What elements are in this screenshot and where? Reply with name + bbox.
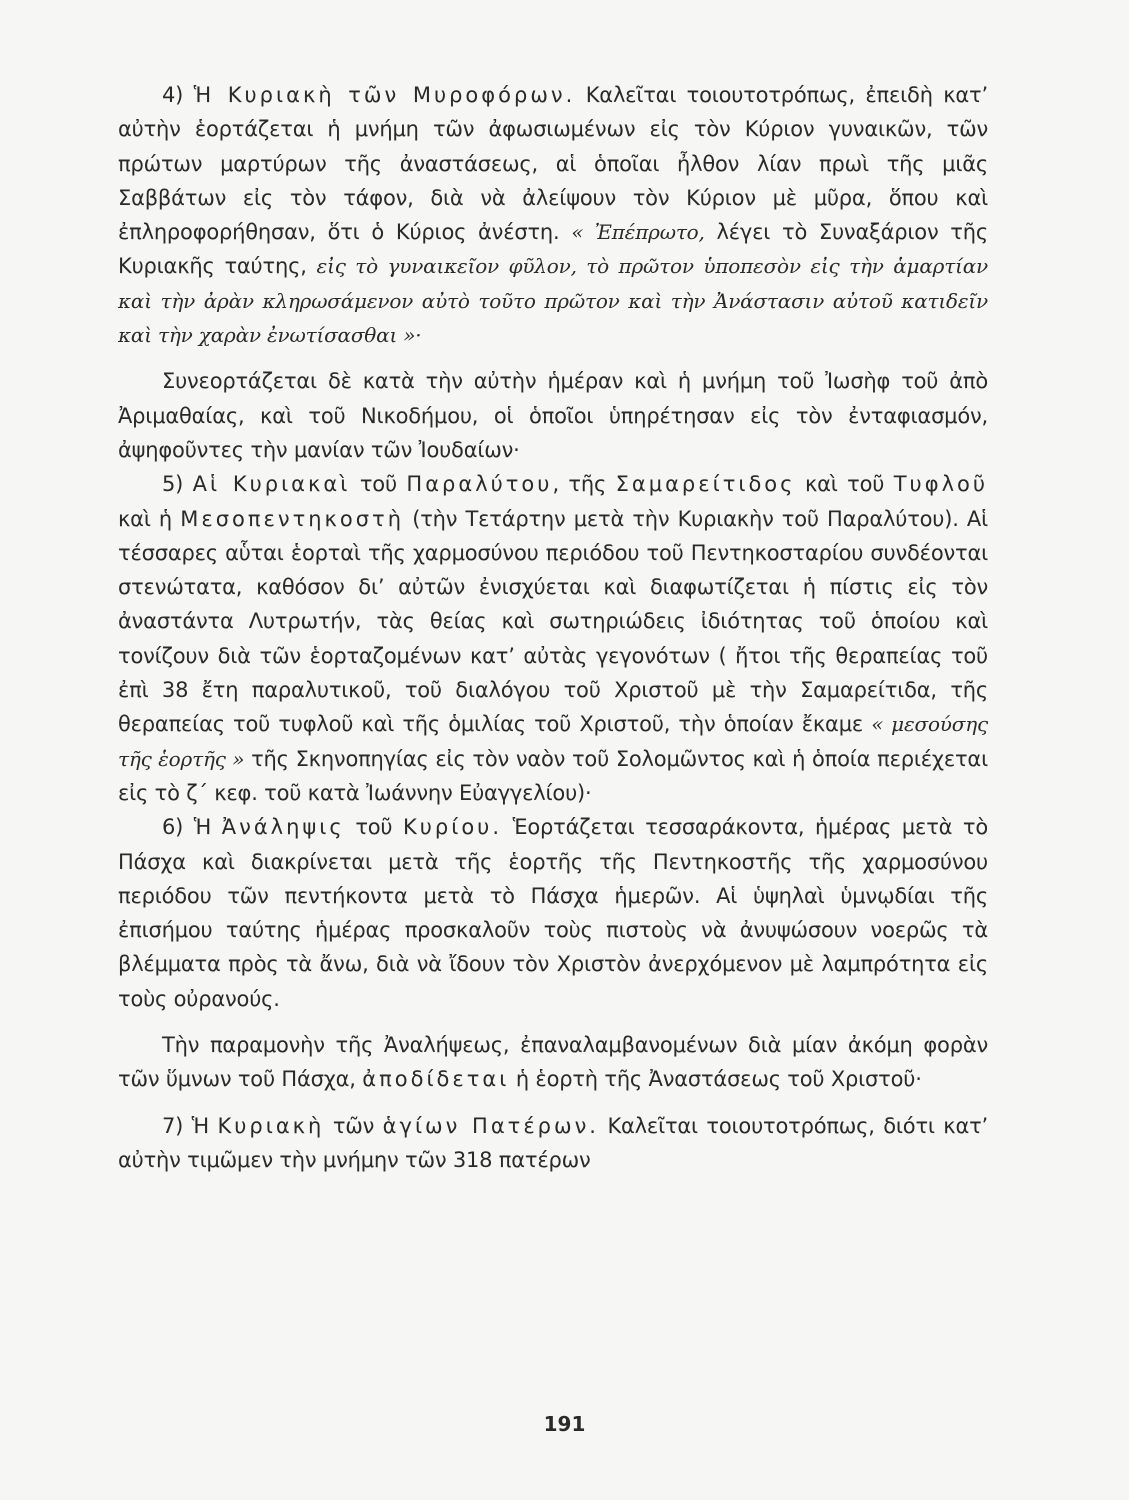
quote-text: εἰς τὸ γυναικεῖον φῦλον, τὸ πρῶτον ὑποπεσὸν εἰς τὴν ἁμαρτίαν καὶ τὴν ἀρὰν κληρωσάμενον αὐτὸ τοῦτο πρῶτον καὶ τὴν Ἀνάστασιν αὐτοῦ κατιδεῖν καὶ τὴν χαρὰν ἐνωτίσασθαι »·	[118, 254, 988, 348]
item-title: Τυφλοῦ	[893, 472, 988, 497]
item-number: 4)	[162, 83, 194, 107]
paragraph-text: (τὴν Τετάρτην μετὰ τὴν Κυριακὴν τοῦ Παραλύτου). Αἱ τέσσαρες αὗται ἑορταὶ τῆς χαρμοσύνου περιόδου τοῦ Πεντηκοσταρίου συνδέονται στενώτατα, καθόσον δι’ αὐτῶν ἐνισχύεται καὶ διαφωτίζεται ἡ πίστις εἰς τὸν ἀναστάντα Λυτρωτήν, τὰς θείας καὶ σωτηριώδεις ἰδιότητας τοῦ ὁποίου καὶ τονίζουν διὰ τῶν ἑορταζομένων κατ’ αὐτὰς γεγονότων ( ἤτοι τῆς θεραπείας τοῦ ἐπὶ 38 ἔτη παραλυτικοῦ, τοῦ διαλόγου τοῦ Χριστοῦ μὲ τὴν Σαμαρείτιδα, τῆς θεραπείας τοῦ τυφλοῦ καὶ τῆς ὁμιλίας τοῦ Χριστοῦ, τὴν ὁποίαν ἔκαμε	[118, 506, 988, 737]
paragraph-text: Ἑορτάζεται τεσσαράκοντα, ἡμέρας μετὰ τὸ Πάσχα καὶ διακρίνεται μετὰ τῆς ἑορτῆς τῆς Πεντηκοστῆς τῆς χαρμοσύνου περιόδου τῶν πεντήκοντα μετὰ τὸ Πάσχα ἡμερῶν. Αἱ ὑψηλαὶ ὑμνῳδίαι τῆς ἐπισήμου ταύτης ἡμέρας προσκαλοῦν τοὺς πιστοὺς νὰ ἀνυψώσουν νοερῶς τὰ βλέμματα πρὸς τὰ ἄνω, διὰ νὰ ἴδουν τὸν Χριστὸν ἀνερχόμενον μὲ λαμπρότητα εἰς τοὺς οὐρανούς.	[118, 815, 988, 1011]
item-number: 6)	[162, 815, 194, 840]
item-title: Κυριακὴ	[217, 1113, 325, 1138]
spaced-word: ἀποδίδεται	[362, 1067, 510, 1092]
paragraph-text: Ἡ	[193, 815, 222, 840]
paragraph-analipsis	[118, 810, 988, 1016]
quote-text: « μεσούσης τῆς ἑορτῆς »	[118, 712, 988, 771]
paragraph-text: τοῦ	[344, 815, 403, 840]
paragraph-text: Τὴν παραμονὴν τῆς Ἀναλήψεως, ἐπαναλαμβανομένων διὰ μίαν ἀκόμη φορὰν τῶν ὕμνων τοῦ Πάσχα,	[118, 1033, 988, 1092]
paragraph-myrophoron	[118, 78, 988, 352]
item-title: ἁγίων Πατέρων.	[382, 1113, 599, 1138]
item-title: Αἱ Κυριακαὶ	[192, 472, 351, 497]
paragraph-text: τῆς Σκηνοπηγίας εἰς τὸν ναὸν τοῦ Σολομῶντος καὶ ἡ ὁποία περιέχεται εἰς τὸ ζ΄ κεφ. τοῦ κατὰ Ἰωάννην Εὐαγγελίου)·	[118, 746, 988, 805]
paragraph-text: Καλεῖται τοιουτοτρόπως, ἐπειδὴ κατ’ αὐτὴν ἑορτάζεται ἡ μνήμη τῶν ἀφωσιωμένων εἰς τὸν Κύριον γυναικῶν, τῶν πρώτων μαρτύρων τῆς ἀναστάσεως, αἱ ὁποῖαι ἦλθον λίαν πρωὶ τῆς μιᾶς Σαββάτων εἰς τὸν τάφον, διὰ νὰ ἀλείψουν τὸν Κύριον μὲ μῦρα, ὅπου καὶ ἐπληροφορήθησαν, ὅτι ὁ Κύριος ἀνέστη.	[118, 83, 988, 245]
paragraph-text: Ἡ	[191, 1113, 218, 1138]
item-title: Μεσοπεντηκοστὴ	[180, 506, 405, 531]
paragraph-text: ἡ ἑορτὴ τῆς Ἀναστάσεως τοῦ Χριστοῦ·	[509, 1067, 922, 1092]
item-title: Ἡ Κυριακὴ τῶν Μυροφόρων.	[193, 83, 576, 107]
item-title: Ἀνάληψις	[221, 815, 345, 840]
item-number: 7)	[162, 1113, 192, 1138]
paragraph-text: τοῦ	[350, 472, 407, 497]
item-number: 5)	[162, 472, 193, 497]
item-title: Παραλύτου	[406, 472, 553, 497]
paragraph-text: Καλεῖται τοιουτοτρόπως, διότι κατ’ αὐτὴν τιμῶμεν τὴν μνήμην τῶν 318 πατέρων	[118, 1113, 989, 1172]
paragraph-pateron	[118, 1109, 988, 1178]
page-number: 191	[543, 1412, 586, 1436]
item-title: Σαμαρείτιδος	[615, 472, 796, 497]
paragraph-text: τῶν	[324, 1113, 383, 1138]
item-title: Κυρίου.	[402, 815, 503, 840]
paragraph-paramoni	[118, 1028, 988, 1097]
paragraph-paralytou	[118, 467, 988, 810]
paragraph-text: , τῆς	[552, 472, 616, 497]
paragraph-text: καὶ ἡ	[118, 506, 181, 531]
paragraph-joseph: Συνεορτάζεται δὲ κατὰ τὴν αὐτὴν ἡμέραν καὶ ἡ μνήμη τοῦ Ἰωσὴφ τοῦ ἀπὸ Ἀριμαθαίας, καὶ τοῦ Νικοδήμου, οἱ ὁποῖοι ὑπηρέτησαν εἰς τὸν ἐνταφιασμόν, ἀψηφοῦντες τὴν μανίαν τῶν Ἰουδαίων·	[118, 369, 988, 462]
paragraph-text: λέγει τὸ Συναξάριον τῆς Κυριακῆς ταύτης,	[118, 220, 988, 279]
page-body	[118, 78, 988, 1177]
paragraph-text: καὶ τοῦ	[795, 472, 894, 497]
quote-text: « Ἐπέπρωτο,	[571, 220, 705, 245]
